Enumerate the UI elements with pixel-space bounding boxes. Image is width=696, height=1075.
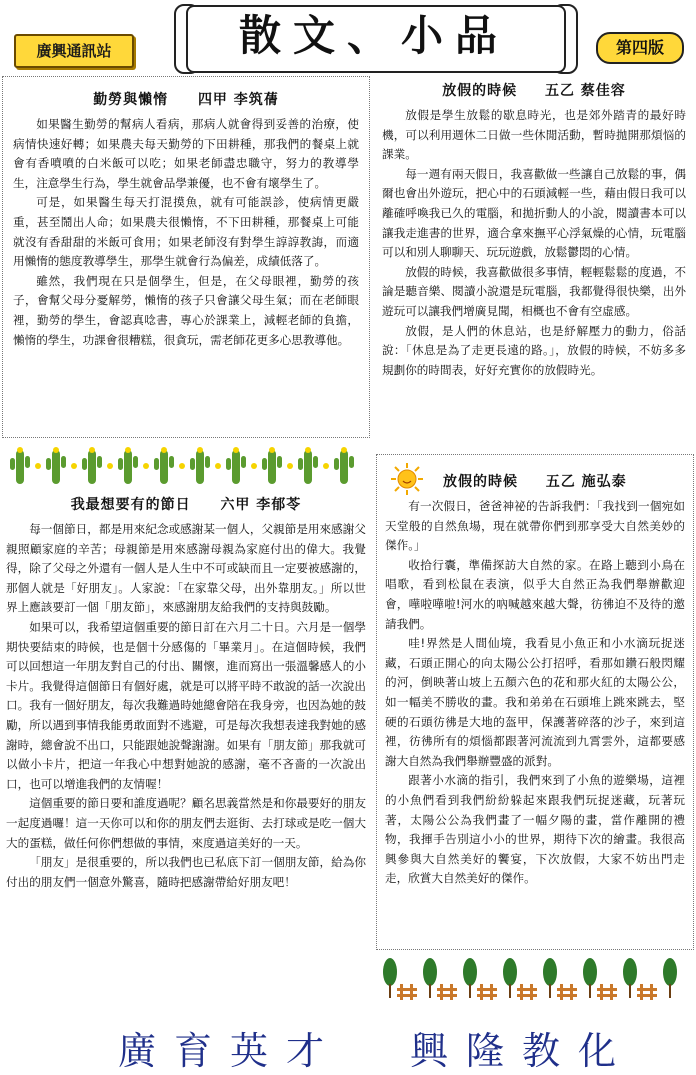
article-author: 五乙 施弘泰: [545, 474, 627, 490]
paragraph: 跟著小水滴的指引，我們來到了小魚的遊樂場，這裡的小魚們看到我們紛紛躲起來跟我們玩捉迷藏，玩著玩著，太陽公公為我們畫了一幅夕陽的畫，當作離開的禮物，我揮手告別這小小的世界，期待下次的繪畫。我很高興參與大自然美好的饗宴，下次放假，大家不妨出門走走，欣賞大自然美好的傑作。: [385, 773, 685, 886]
paragraph: 如果醫生勤勞的幫病人看病，那病人就會得到妥善的治療，使病情快速好轉；如果農夫每天勤勞的下田耕種，那我們的餐桌上就會有香噴噴的白米飯可以吃；如果老師盡忠職守，努力的教導學生，注意學生行為，學生就會品學兼優，也不會有壞學生了。: [13, 117, 359, 190]
flower-dot: [179, 463, 185, 469]
fence-icon: [637, 984, 657, 1000]
cactus-border: [4, 444, 370, 488]
sun-icon: [390, 462, 424, 496]
article-author: 五乙 蔡佳容: [544, 83, 626, 99]
tree-icon: [583, 958, 597, 998]
paragraph: 放假是學生放鬆的歇息時光，也是郊外踏青的最好時機，可以利用週休二日做一些休閒活動，暫時拋開那煩悩的課業。: [382, 108, 686, 162]
flower-dot: [143, 463, 149, 469]
article-title: [376, 80, 692, 100]
article-box-2: [2, 490, 370, 990]
cactus-icon: [10, 447, 30, 484]
tree-icon: [543, 958, 557, 998]
cactus-icon: [46, 447, 66, 484]
fence-icon: [397, 984, 417, 1000]
article-box-1: [2, 76, 370, 438]
tree-icon: [463, 958, 477, 998]
cactus-icon: [262, 447, 282, 484]
article-title: [2, 494, 370, 514]
tree-icon: [623, 958, 637, 998]
flower-dot: [215, 463, 221, 469]
paragraph: 有一次假日，爸爸神祕的告訴我們：「我找到一個宛如天堂般的自然魚場，現在就帶你們到那享受大自然美妙的傑作。」: [385, 499, 685, 553]
paragraph: 每一個節日，都是用來紀念或感謝某一個人，父親節是用來感謝父親照顧家庭的辛苦；母親節是用來感謝母親為家庭付出的偉大。我覺得，除了父母之外還有一個人是人生中不可或缺而且一定要被感謝的，那個人就是「好朋友」。人家說：「在家靠父母，出外靠朋友。」所以世界上應該要訂一個「朋友節」，來感謝朋友給我們的支持與鼓勵。: [6, 522, 366, 615]
article-title: [421, 471, 693, 491]
paragraph: 放假的時候，我喜歡做很多事情，輕輕鬆鬆的度過，不論是聽音樂、閱讀小說還是玩電腦，我都覺得很快樂，出外遊玩可以讓我們增廣見聞，相概也不會有空虛感。: [382, 264, 686, 318]
fence-icon: [477, 984, 497, 1000]
article-author: 四甲 李筑蒨: [197, 92, 279, 108]
cactus-icon: [154, 447, 174, 484]
flower-dot: [287, 463, 293, 469]
article-title-text: 放假的時候: [442, 83, 518, 99]
article-box-3: [376, 76, 692, 436]
flower-dot: [251, 463, 257, 469]
footer-slogan-right: 興隆教化: [410, 1029, 635, 1073]
fence-icon: [517, 984, 537, 1000]
article-title: [3, 89, 369, 109]
page-number-badge: 第四版: [596, 32, 684, 64]
article-title-text: 我最想要有的節日: [70, 497, 191, 513]
flower-dot: [35, 463, 41, 469]
fence-icon: [437, 984, 457, 1000]
cactus-icon: [226, 447, 246, 484]
paragraph: 這個重要的節日要和誰度過呢？顧名思義當然是和你最要好的朋友一起度過囉！這一天你可以和你的朋友們去逛街、去打球或是吃一個大大的蛋糕，做任何你們想做的事情，來度過這美好的一天。: [6, 796, 366, 850]
paragraph: 「朋友」是很重要的，所以我們也已私底下訂一個朋友節，給為你付出的朋友們一個意外驚喜，隨時把感謝帶給好朋友吧！: [6, 855, 366, 889]
tree-icon: [503, 958, 517, 998]
paragraph: 如果可以，我希望這個重要的節日訂在六月二十日。六月是一個學期快要結束的時候，也是個十分感傷的「畢業月」。在這個時候，我們可以回想這一年朋友對自己的付出、關懷，進而寫出一張溫馨感人的小卡片。我覺得這個節日有個好處，就是可以將平時不敢說的話一次說出口。我有一個好朋友，每次我難過時她總會陪在我身旁，也因為她的鼓勵，所以遇到事情我能勇敢面對不逃避，可是每次我想表達我對她的感謝時，總會說不出口，只能跟她說聲謝謝。如果有「朋友節」那我就可以做小卡片，把這一年我心中想對她說的感謝，毫不吝嗇的一次說出口，也可以增進我們的友情喔！: [6, 619, 366, 791]
paragraph: 收拾行囊，準備探訪大自然的家。在路上聽到小鳥在唱歌，看到松鼠在表演，似乎大自然正為我們舉辦歡迎會，嘩啦嘩啦!河水的吶喊越來越大聲，彷彿迫不及待的邀請我們。: [385, 557, 685, 631]
article-title-text: 勤勞與懶惰: [93, 92, 169, 108]
paragraph: 每一週有兩天假日，我喜歡做一些讓自己放鬆的事，偶爾也會出外遊玩，把心中的石頭減輕一些，藉由假日我可以離確呼喚我已久的電腦，和拋折動人的小說，閱讀書本可以讓我走進書的世界，適合拿來撫平心浮氣燥的心情，玩電腦可以和別人聊聊天、玩玩遊戲，放鬆鬱悶的心情。: [382, 166, 686, 260]
footer-slogan-left: 廣育英才: [118, 1029, 343, 1073]
cactus-icon: [334, 447, 354, 484]
cactus-icon: [118, 447, 138, 484]
tree-icon: [423, 958, 437, 998]
cactus-icon: [82, 447, 102, 484]
article-author: 六甲 李郁苓: [220, 497, 302, 513]
paragraph: 可是，如果醫生每天打混摸魚，就有可能誤診，使病情更嚴重，甚至鬧出人命；如果農夫很懶惰，不下田耕種，那餐桌上可能就沒有香甜甜的米飯可食用；如果老師沒有對學生諄諄教誨，而適用懶惰的態度教導學生，那學生就會行為偏差，成績低落了。: [13, 195, 359, 269]
tree-fence-border: [378, 956, 692, 1004]
article-box-4: [376, 454, 694, 950]
fence-icon: [557, 984, 577, 1000]
page-title: 散文、小品: [238, 11, 509, 60]
cactus-icon: [190, 447, 210, 484]
flower-dot: [107, 463, 113, 469]
paragraph: 放假，是人們的休息站，也是紓解壓力的動力，俗話說：「休息是為了走更長遠的路。」，放假的時候，不妨多多規劃你的時間表，好好充實你的放假時光。: [382, 323, 686, 377]
paragraph: 雖然，我們現在只是個學生，但是，在父母眼裡，勤勞的孩子，會幫父母分憂解勞，懶惰的孩子只會讓父母生氣；而在老師眼裡，勤勞的學生，會認真唸書，專心於課業上，減輕老師的負擔，懶惰的學生，功課會很糟糕，很貪玩，需老師花更多心思教導他。: [13, 273, 359, 347]
cactus-icon: [298, 447, 318, 484]
flower-dot: [323, 463, 329, 469]
paragraph: 哇!界然是人間仙境，我看見小魚正和小水滴玩捉迷藏，石頭正開心的向太陽公公打招呼，看那如鑽石般閃耀的河，倒映著山坡上五顏六色的花和那火紅的太陽公公，如一幅美不勝收的畫。我和弟弟在石頭堆上跳來跳去，堅硬的石頭彷彿是大地的盔甲，保護著碎落的沙子，來到這裡，彷彿所有的煩惱都跟著河流流到九霄雲外，這都要感謝大自然為我們舉辦豐盛的派對。: [385, 636, 685, 768]
footer: [0, 1020, 696, 1073]
tree-icon: [383, 958, 397, 998]
tree-icon: [663, 958, 677, 998]
flower-dot: [71, 463, 77, 469]
article-title-text: 放假的時候: [443, 474, 518, 490]
fence-icon: [597, 984, 617, 1000]
newsletter-logo: 廣興通訊站: [14, 34, 134, 68]
